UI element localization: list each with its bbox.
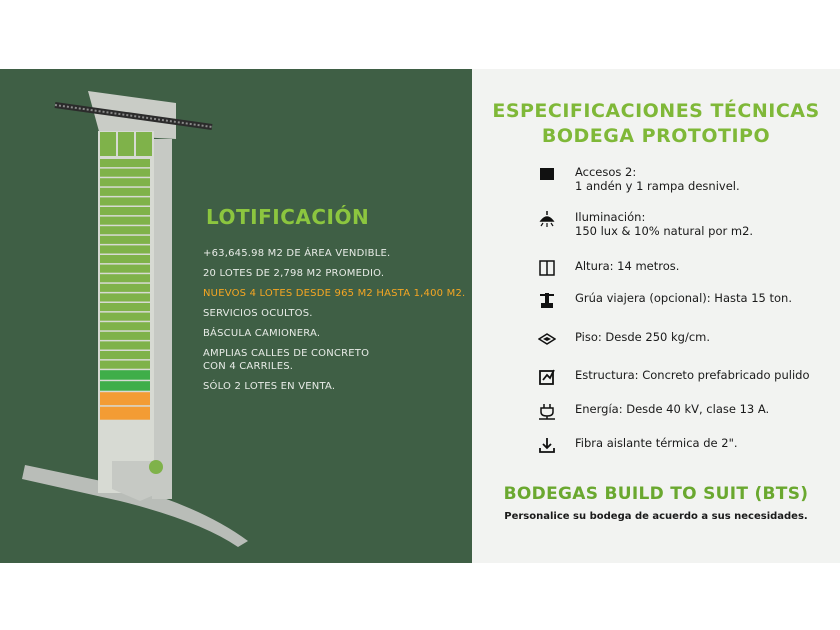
lot-parcel <box>100 361 150 369</box>
spec-fibra <box>538 436 838 450</box>
top-lots <box>100 132 152 156</box>
spec-piso-text: Piso: Desde 250 kg/cm. <box>575 330 711 344</box>
square-icon <box>538 165 556 183</box>
lot-parcel <box>100 341 150 349</box>
lotificacion-panel <box>0 69 472 563</box>
lot-parcel <box>100 236 150 244</box>
spec-piso <box>538 330 838 344</box>
height-icon <box>538 259 556 277</box>
spec-accesos-label: Accesos 2: <box>575 165 637 179</box>
lot-parcel <box>100 351 150 359</box>
lot-parcel <box>100 370 150 380</box>
lot-parcel-new <box>100 392 150 405</box>
feature-services: SERVICIOS OCULTOS. <box>203 308 313 319</box>
feature-lots: 20 LOTES DE 2,798 M2 PROMEDIO. <box>203 268 385 279</box>
spec-estructura-text: Estructura: Concreto prefabricado pulido <box>575 368 810 382</box>
bts-subtitle: Personalice su bodega de acuerdo a sus necesidades. <box>504 511 808 522</box>
bts-title: BODEGAS BUILD TO SUIT (BTS) <box>503 484 809 504</box>
spec-fibra-text: Fibra aislante térmica de 2". <box>575 436 738 450</box>
structure-icon <box>538 368 556 386</box>
crane-icon <box>538 291 556 309</box>
specs-title-line1: ESPECIFICACIONES TÉCNICAS <box>492 100 820 122</box>
specs-panel <box>472 69 840 563</box>
lot-parcel <box>100 293 150 301</box>
lot-parcel <box>100 226 150 234</box>
lot-parcel <box>100 217 150 225</box>
lot-parcel <box>100 245 150 253</box>
lamp-icon <box>538 210 556 228</box>
lotificacion-title: LOTIFICACIÓN <box>206 205 370 229</box>
spec-grua <box>538 291 838 305</box>
lot-parcel <box>100 169 150 177</box>
lot-parcel <box>100 265 150 273</box>
feature-streets: AMPLIAS CALLES DE CONCRETO CON 4 CARRILES. <box>203 348 370 372</box>
lot-parcel <box>100 197 150 205</box>
feature-scale: BÁSCULA CAMIONERA. <box>203 328 321 339</box>
spec-grua-text: Grúa viajera (opcional): Hasta 15 ton. <box>575 291 792 305</box>
lot-features-list <box>203 247 471 400</box>
lot-parcel <box>100 303 150 311</box>
lot-parcel-new <box>100 407 150 420</box>
spec-altura-text: Altura: 14 metros. <box>575 259 680 273</box>
feature-new-lots: NUEVOS 4 LOTES DESDE 965 M2 HASTA 1,400 M2. <box>203 288 466 299</box>
lot-parcel <box>100 159 150 167</box>
spec-altura <box>538 259 838 273</box>
lot-parcel <box>100 322 150 330</box>
specs-title <box>472 99 840 149</box>
lot-parcel <box>100 207 150 215</box>
lot-parcel <box>100 381 150 391</box>
feature-availability: SÓLO 2 LOTES EN VENTA. <box>203 381 336 392</box>
lot-parcel <box>100 188 150 196</box>
spec-iluminacion-value: 150 lux & 10% natural por m2. <box>575 224 754 238</box>
lot-parcel <box>100 332 150 340</box>
spec-energia <box>538 402 838 416</box>
lot-parcel <box>100 313 150 321</box>
plug-icon <box>538 402 556 420</box>
main-street <box>152 139 172 499</box>
spec-energia-text: Energía: Desde 40 kV, clase 13 A. <box>575 402 770 416</box>
spec-accesos <box>538 165 838 193</box>
spec-estructura <box>538 368 838 382</box>
spec-iluminacion <box>538 210 838 238</box>
lot-parcel <box>100 255 150 263</box>
lot-parcel <box>100 178 150 186</box>
specs-title-line2: BODEGA PROTOTIPO <box>541 125 771 147</box>
insulation-icon <box>538 436 556 454</box>
spec-iluminacion-label: Iluminación: <box>575 210 646 224</box>
floor-icon <box>538 330 556 348</box>
lot-parcel <box>100 284 150 292</box>
spec-accesos-value: 1 andén y 1 rampa desnivel. <box>575 179 740 193</box>
lot-parcel <box>100 274 150 282</box>
feature-area: +63,645.98 M2 DE ÁREA VENDIBLE. <box>203 248 391 259</box>
